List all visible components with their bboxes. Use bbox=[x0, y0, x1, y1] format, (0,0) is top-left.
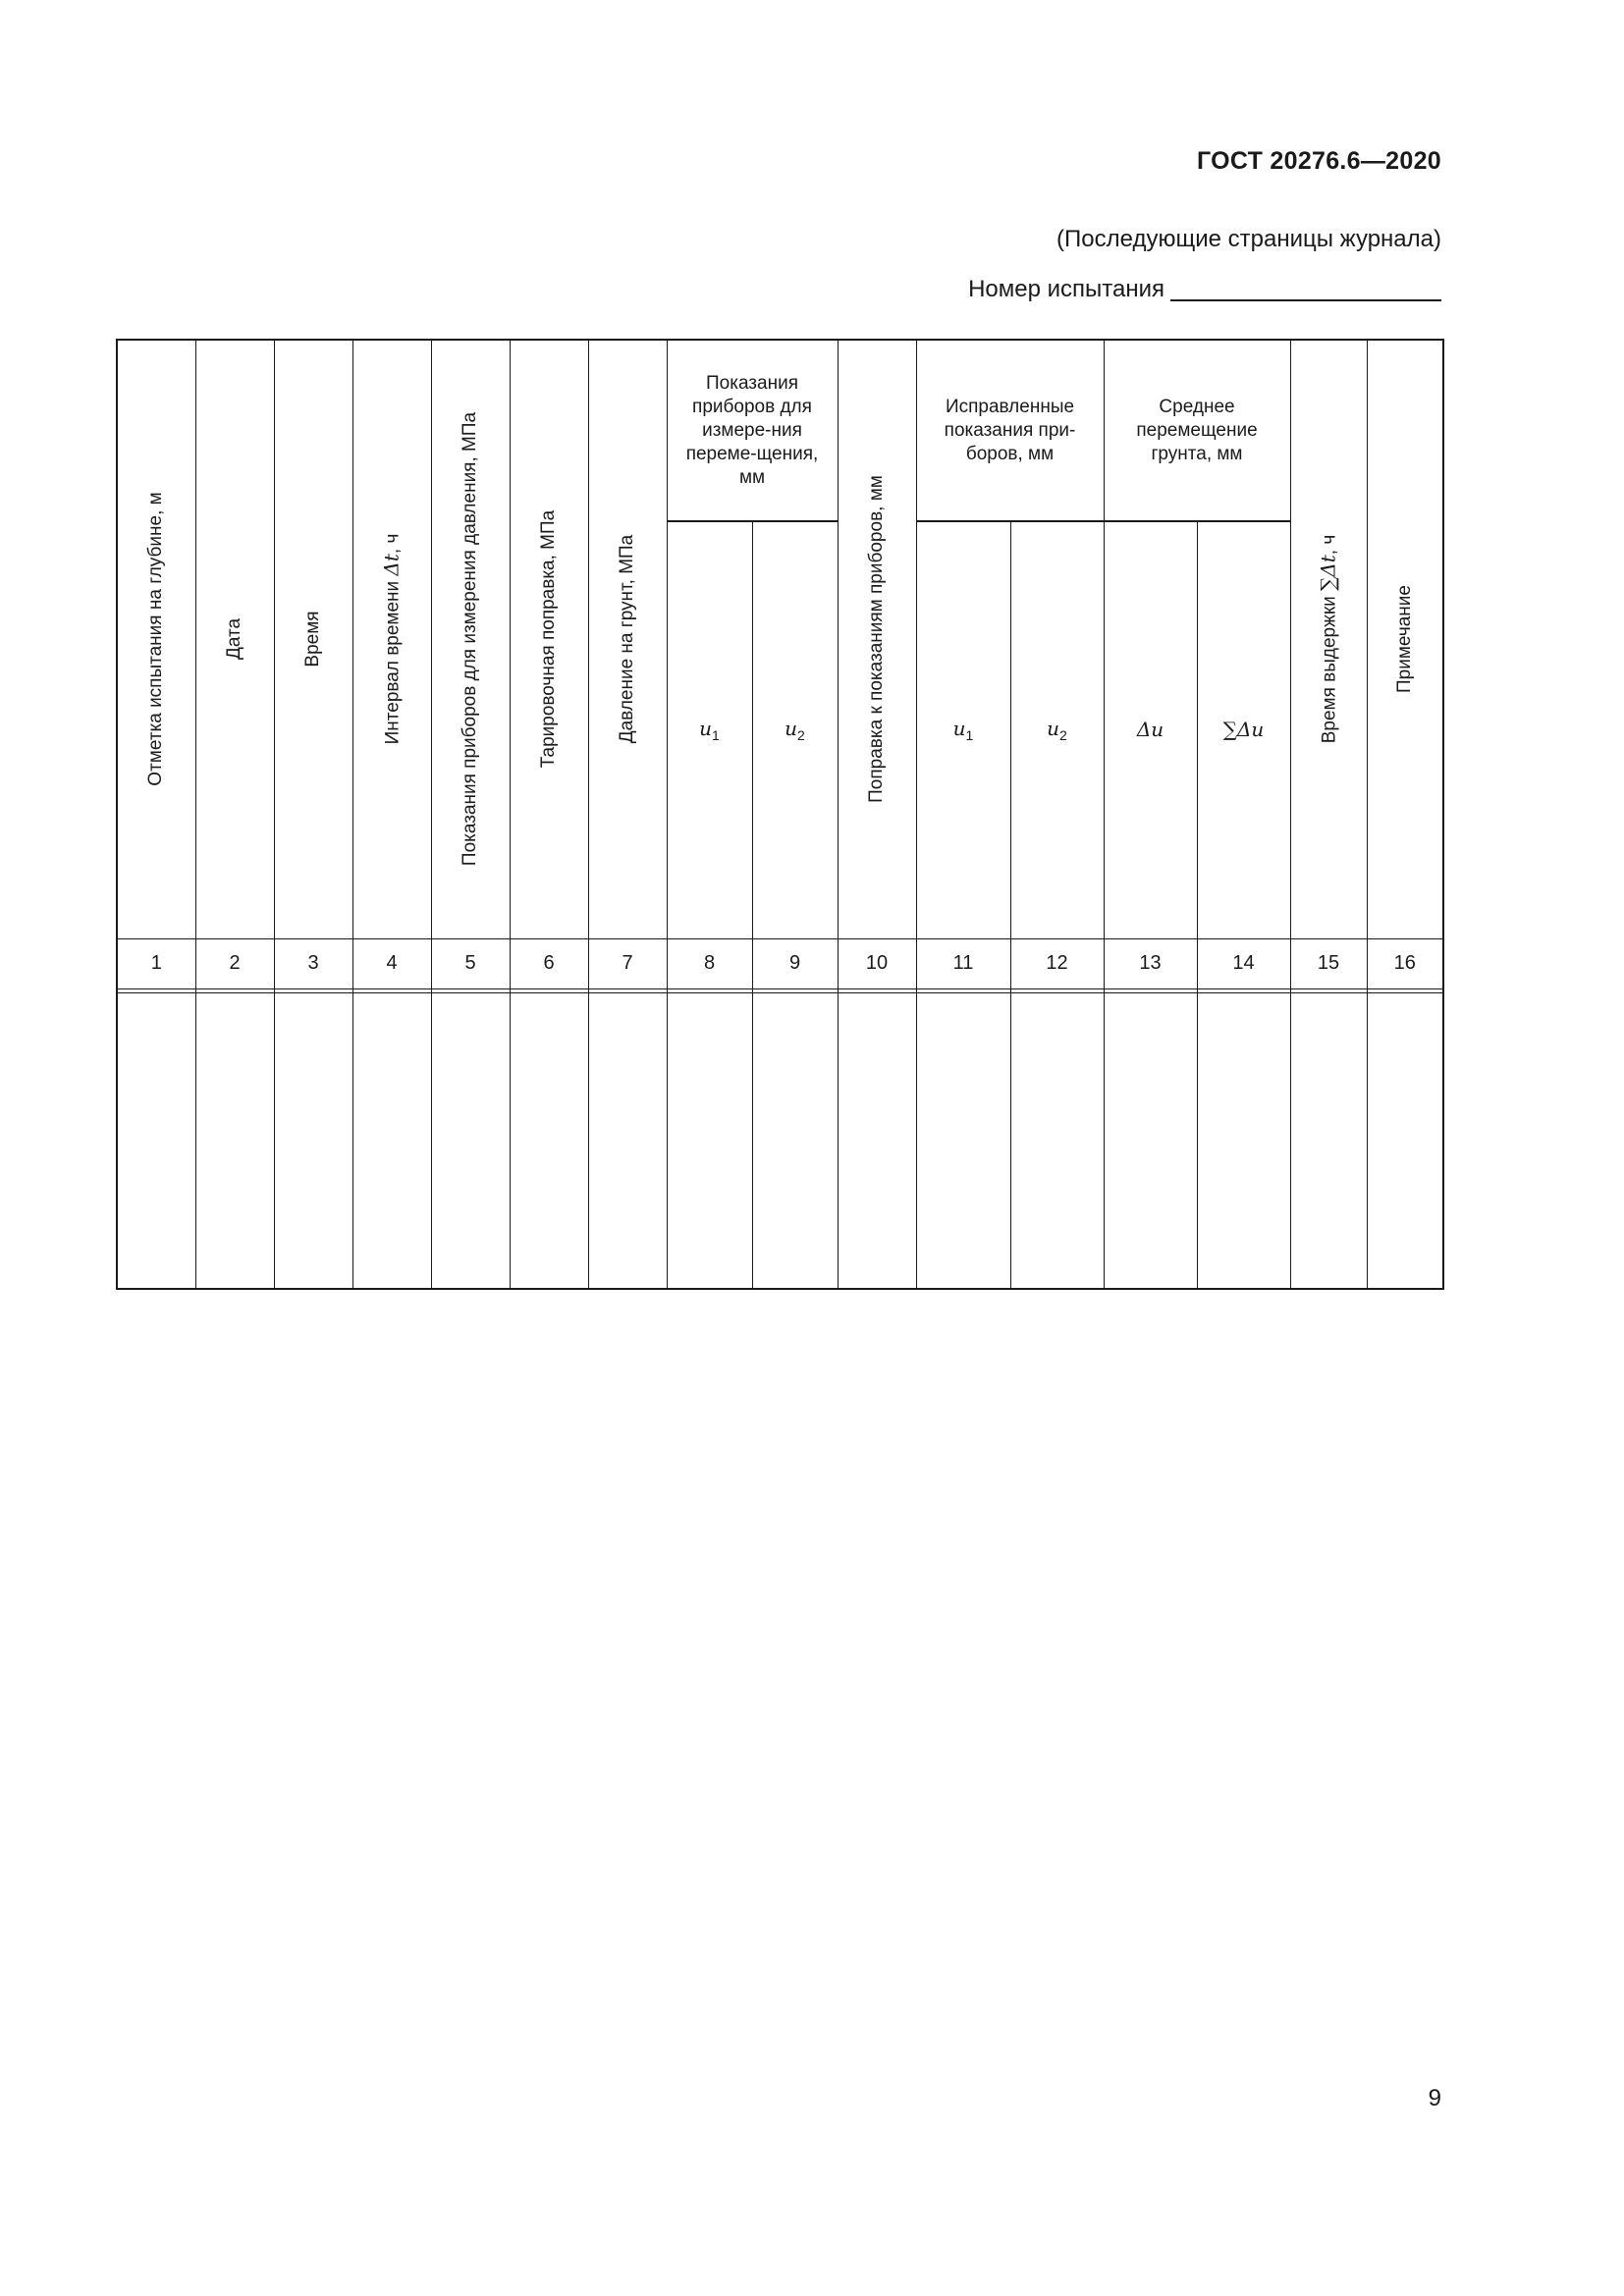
col-header-reading-correction: Поправка к показаниям приборов, мм bbox=[838, 340, 916, 938]
subheader-sum-delta-u: ∑Δu bbox=[1197, 521, 1290, 938]
empty-cell bbox=[195, 992, 274, 1289]
column-number: 16 bbox=[1367, 938, 1443, 988]
empty-cell bbox=[1104, 992, 1197, 1289]
test-number-blank-line bbox=[1170, 299, 1441, 301]
empty-cell bbox=[1367, 992, 1443, 1289]
empty-cell bbox=[510, 992, 588, 1289]
empty-cell bbox=[274, 992, 352, 1289]
column-number: 7 bbox=[588, 938, 667, 988]
column-number: 11 bbox=[916, 938, 1010, 988]
subheader-u2-displacement: $u_2$ bbox=[752, 521, 838, 938]
col-header-note: Примечание bbox=[1367, 340, 1443, 938]
empty-cell bbox=[1010, 992, 1104, 1289]
col-header-holding-time: Время выдержки ∑Δt, ч bbox=[1290, 340, 1367, 938]
group-header-mean-displacement: Среднее перемещение грунта, мм bbox=[1104, 340, 1290, 521]
test-number-label: Номер испытания bbox=[968, 276, 1164, 302]
column-number: 9 bbox=[752, 938, 838, 988]
subheader-u2-corrected: $u_2$ bbox=[1010, 521, 1104, 938]
empty-cell bbox=[431, 992, 510, 1289]
col-header-calibration-correction: Тарировочная поправка, МПа bbox=[510, 340, 588, 938]
subheader-u1-displacement: $u_1$ bbox=[667, 521, 752, 938]
empty-cell bbox=[352, 992, 431, 1289]
test-number-field bbox=[968, 276, 1441, 303]
empty-cell bbox=[752, 992, 838, 1289]
col-header-time: Время bbox=[274, 340, 352, 938]
column-number: 10 bbox=[838, 938, 916, 988]
group-header-displacement-readings: Показания приборов для измере-ния переме-щения, мм bbox=[667, 340, 838, 521]
col-header-soil-pressure: Давление на грунт, МПа bbox=[588, 340, 667, 938]
empty-cell bbox=[916, 992, 1010, 1289]
document-code: ГОСТ 20276.6—2020 bbox=[1196, 147, 1441, 175]
col-header-time-interval: Интервал времени Δt, ч bbox=[352, 340, 431, 938]
column-number: 13 bbox=[1104, 938, 1197, 988]
column-number: 8 bbox=[667, 938, 752, 988]
column-number: 15 bbox=[1290, 938, 1367, 988]
column-number: 14 bbox=[1197, 938, 1290, 988]
empty-cell bbox=[838, 992, 916, 1289]
empty-cell bbox=[1290, 992, 1367, 1289]
subheader-delta-u: Δu bbox=[1104, 521, 1197, 938]
empty-cell bbox=[588, 992, 667, 1289]
column-number: 2 bbox=[195, 938, 274, 988]
column-number: 5 bbox=[431, 938, 510, 988]
subheader-u1-corrected: $u_1$ bbox=[916, 521, 1010, 938]
empty-cell bbox=[1197, 992, 1290, 1289]
column-number: 6 bbox=[510, 938, 588, 988]
table-row bbox=[117, 992, 1443, 1289]
empty-cell bbox=[667, 992, 752, 1289]
journal-table bbox=[116, 339, 1444, 1290]
column-number-row bbox=[117, 938, 1443, 988]
empty-cell bbox=[117, 992, 195, 1289]
column-number: 3 bbox=[274, 938, 352, 988]
column-number: 1 bbox=[117, 938, 195, 988]
col-header-depth-mark: Отметка испытания на глубине, м bbox=[117, 340, 195, 938]
col-header-pressure-gauge-readings: Показания приборов для измерения давления, МПа bbox=[431, 340, 510, 938]
page-subtitle: (Последующие страницы журнала) bbox=[1056, 226, 1441, 252]
column-number: 12 bbox=[1010, 938, 1104, 988]
column-number: 4 bbox=[352, 938, 431, 988]
col-header-date: Дата bbox=[195, 340, 274, 938]
page-number: 9 bbox=[1428, 2085, 1441, 2111]
group-header-corrected-readings: Исправленные показания при-боров, мм bbox=[916, 340, 1104, 521]
